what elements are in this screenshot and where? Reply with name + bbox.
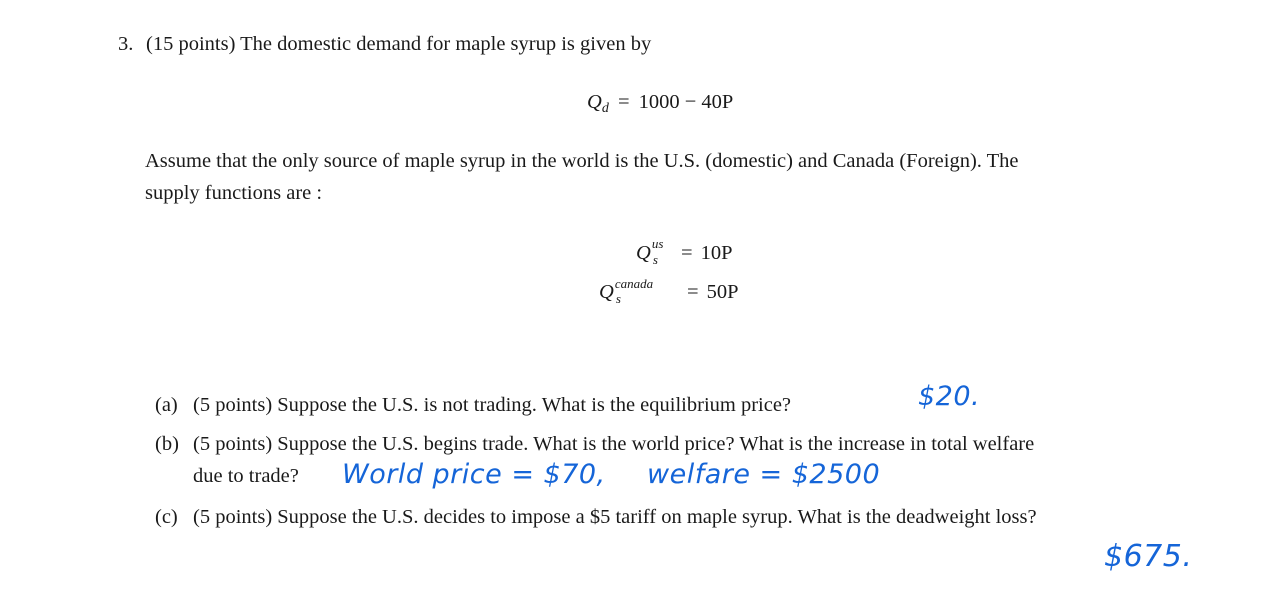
supply-us-superscript: us — [651, 236, 664, 251]
demand-q-subscript: d — [601, 101, 609, 116]
supply-equation-canada — [599, 276, 739, 306]
supply-us-subscript: s — [652, 252, 658, 267]
part-c-handwritten-answer: $675. — [1104, 539, 1193, 574]
supply-us-equals: = — [680, 242, 693, 264]
supply-canada-rhs: 50P — [706, 281, 739, 303]
problem-header: (15 points) The domestic demand for maple syrup is given by — [146, 33, 652, 55]
part-c-label: (c) — [155, 506, 178, 528]
supply-canada-superscript: canada — [614, 276, 654, 291]
supply-equation-us — [636, 236, 733, 267]
supply-canada-equals: = — [686, 281, 699, 303]
supply-canada-subscript: s — [615, 291, 621, 306]
supply-us-rhs: 10P — [700, 242, 733, 264]
problem-number: 3. — [118, 33, 134, 55]
demand-equation — [587, 91, 734, 116]
assumption-line-1: Assume that the only source of maple syrup in the world is the U.S. (domestic) and Canada (Foreign). The — [145, 150, 1019, 172]
part-b-question-line-1: (5 points) Suppose the U.S. begins trade. What is the world price? What is the increase in total welfare — [193, 433, 1035, 455]
part-b-handwritten-welfare: welfare = $2500 — [647, 459, 881, 490]
part-a-handwritten-answer: $20. — [918, 381, 981, 412]
part-c-question: (5 points) Suppose the U.S. decides to impose a $5 tariff on maple syrup. What is the deadweight loss? — [193, 506, 1037, 528]
demand-rhs: 1000 − 40P — [638, 91, 734, 113]
part-b-handwritten-world-price: World price = $70, — [342, 459, 606, 490]
assumption-line-2: supply functions are : — [145, 182, 323, 204]
part-b-label: (b) — [155, 433, 179, 455]
part-a-label: (a) — [155, 394, 178, 416]
supply-canada-q-symbol: Q — [599, 281, 614, 303]
part-b-question-line-2: due to trade? — [193, 465, 299, 487]
part-a-question: (5 points) Suppose the U.S. is not trading. What is the equilibrium price? — [193, 394, 792, 416]
demand-q-symbol: Q — [587, 91, 602, 113]
supply-us-q-symbol: Q — [636, 242, 651, 264]
demand-equals: = — [617, 91, 630, 113]
